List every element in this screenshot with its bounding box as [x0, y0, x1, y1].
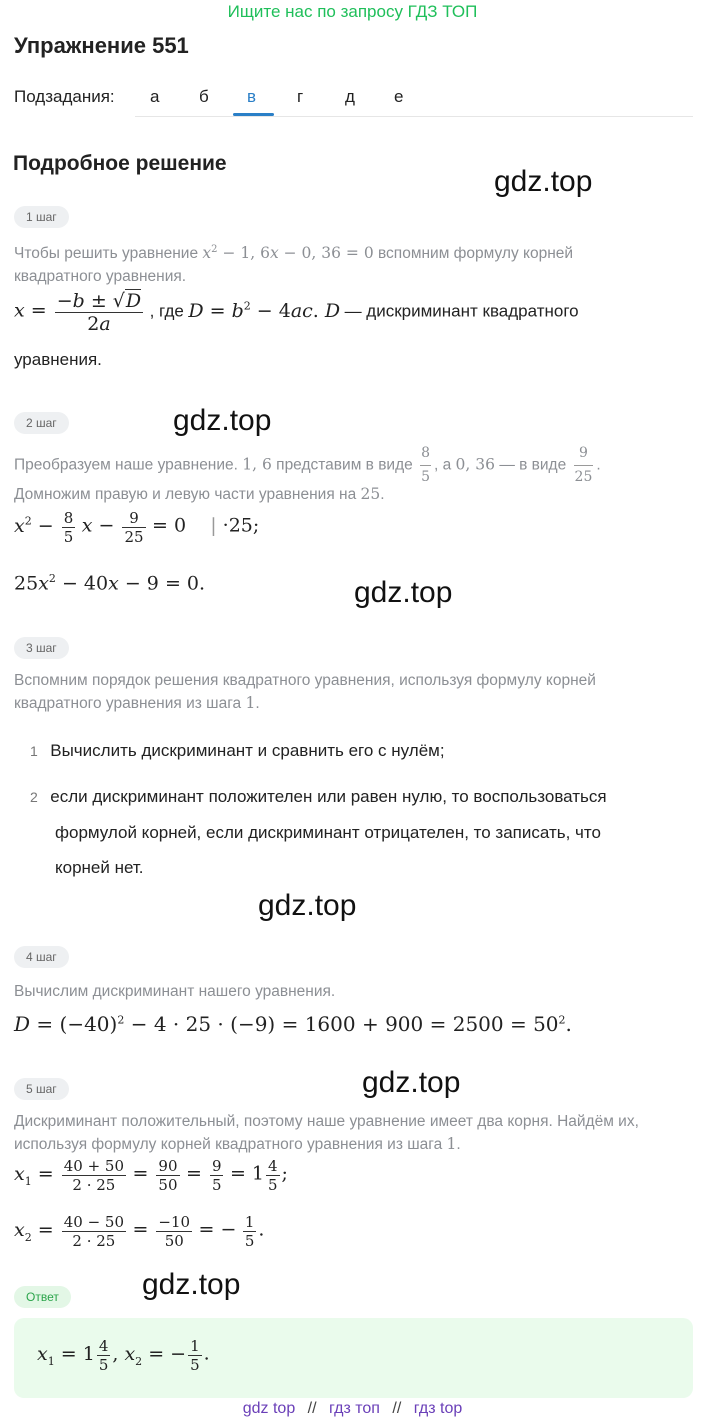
list-text: формулой корней, если дискриминант отрицателен, то записать, что — [55, 823, 601, 842]
watermark: gdz.top — [494, 165, 593, 198]
step4-formula: $D = (-40)^2 - 4 \cdot 25 \cdot (-9) = 1600 + 900 = 2500 = 50^2$. — [14, 1012, 572, 1036]
step2-text-b: представим в виде — [276, 456, 413, 474]
active-tab-indicator — [233, 113, 274, 116]
step2-text-d: — в виде — [499, 456, 567, 474]
page-title: Упражнение 551 — [14, 33, 189, 58]
watermark: gdz.top — [258, 889, 357, 922]
promo-banner[interactable]: Ищите нас по запросу ГДЗ ТОП — [227, 2, 478, 21]
step1-text-2: уравнения. — [14, 350, 102, 369]
step3-text-a: Вспомним порядок решения квадратного уравнения, используя формулу корней — [14, 672, 596, 689]
step2-text-e-label: Домножим правую и левую части уравнения на — [14, 486, 357, 503]
subtasks-label: Подзадания: — [14, 87, 115, 106]
step-badge: 4 шаг — [14, 946, 69, 968]
list-text: корней нет. — [55, 858, 144, 877]
footer-link[interactable]: гдз топ — [329, 1400, 380, 1417]
list-item — [30, 736, 445, 766]
tab-e[interactable]: е — [394, 87, 404, 106]
step-badge: 3 шаг — [14, 637, 69, 659]
step1-text: Чтобы решить уравнение $x^2 - 1$, 6x − 0, 36 = 0 вспомним формулу корней квадратного уравнения. — [14, 244, 574, 286]
subtasks-tabs — [135, 78, 693, 117]
step2-text-e: Домножим правую и левую части уравнения на 25. — [14, 485, 385, 503]
step2-text-a: Преобразуем наше уравнение. — [14, 456, 238, 474]
step5-root-1: $x_1$ = $\frac{40 + 50}{2 \cdot 25}$ = $\frac{90}{50}$ = $\frac{9}{5}$ = 1 $\frac{4}{5}$ ; — [14, 1157, 288, 1194]
step-badge: 5 шаг — [14, 1078, 69, 1100]
footer-separator: // — [307, 1400, 317, 1417]
list-text: Вычислить дискриминант и сравнить его с нулём; — [50, 741, 445, 760]
step4-text: Вычислим дискриминант нашего уравнения. — [14, 983, 336, 1000]
footer-link[interactable]: гдз top — [413, 1400, 463, 1417]
step5-text-b: используя формулу корней квадратного уравнения из шага — [14, 1136, 443, 1153]
step1-text-c: квадратного уравнения. — [14, 268, 187, 286]
tab-b[interactable]: б — [199, 87, 209, 106]
step2-equation-2: $25x^2 - 40x - 9 = 0$. — [14, 572, 206, 595]
step3-text: Вспомним порядок решения квадратного уравнения, используя формулу корней квадратного уравнения из шага 1. — [14, 672, 596, 712]
watermark: gdz.top — [142, 1268, 241, 1301]
footer-links — [0, 1400, 705, 1418]
tab-v[interactable]: в — [247, 87, 257, 106]
step2-text: Преобразуем наше уравнение. 1, 6 представим в виде $\frac{8}{5}$ , а 0, 36 — в виде $\frac{9}{25}$ . — [14, 442, 601, 489]
answer-formula: $x_1 = 1$ $\frac{4}{5}$ , $x_2$ = − $\frac{1}{5}$ . — [37, 1337, 210, 1374]
step5-root-2: $x_2$ = $\frac{40 - 50}{2 \cdot 25}$ = $\frac{-10}{50}$ = − $\frac{1}{5}$ . — [14, 1213, 265, 1250]
solution-heading: Подробное решение — [13, 152, 227, 175]
step5-text: Дискриминант положительный, поэтому наше уравнение имеет два корня. Найдём их, используя формулу корней квадратного уравнения из шага 1. — [14, 1113, 639, 1153]
step1-text-a: Чтобы решить уравнение — [14, 245, 199, 263]
list-number: 2 — [30, 789, 38, 805]
answer-badge: Ответ — [14, 1286, 71, 1308]
step3-text-b: квадратного уравнения из шага — [14, 695, 242, 712]
tab-a[interactable]: а — [150, 87, 160, 106]
step-badge: 1 шаг — [14, 206, 69, 228]
list-number: 1 — [30, 743, 38, 759]
step5-text-a: Дискриминант положительный, поэтому наше уравнение имеет два корня. Найдём их, — [14, 1113, 639, 1130]
watermark: gdz.top — [362, 1066, 461, 1099]
step1-dash-text: — дискриминант квадратного — [344, 301, 579, 321]
step2-text-c: , а — [434, 456, 452, 474]
tab-d[interactable]: д — [345, 87, 355, 106]
tab-g[interactable]: г — [297, 87, 304, 106]
list-item — [30, 782, 607, 812]
list-text: если дискриминант положителен или равен нулю, то воспользоваться — [50, 787, 607, 806]
step1-formula: x = $\frac{-b \pm √D}{2a}$ , где $D = b^2 - 4ac$. D — дискриминант квадратного — [14, 290, 579, 335]
watermark: gdz.top — [173, 404, 272, 437]
footer-link[interactable]: gdz top — [242, 1400, 296, 1417]
step1-text-b: вспомним формулу корней — [378, 245, 574, 263]
step-badge: 2 шаг — [14, 412, 69, 434]
step1-where: , где — [149, 301, 184, 321]
watermark: gdz.top — [354, 576, 453, 609]
step2-equation-1: $x^2$ − $\frac{8}{5}$ x − $\frac{9}{25}$ = 0 | ·25; — [14, 509, 260, 546]
footer-separator: // — [392, 1400, 402, 1417]
